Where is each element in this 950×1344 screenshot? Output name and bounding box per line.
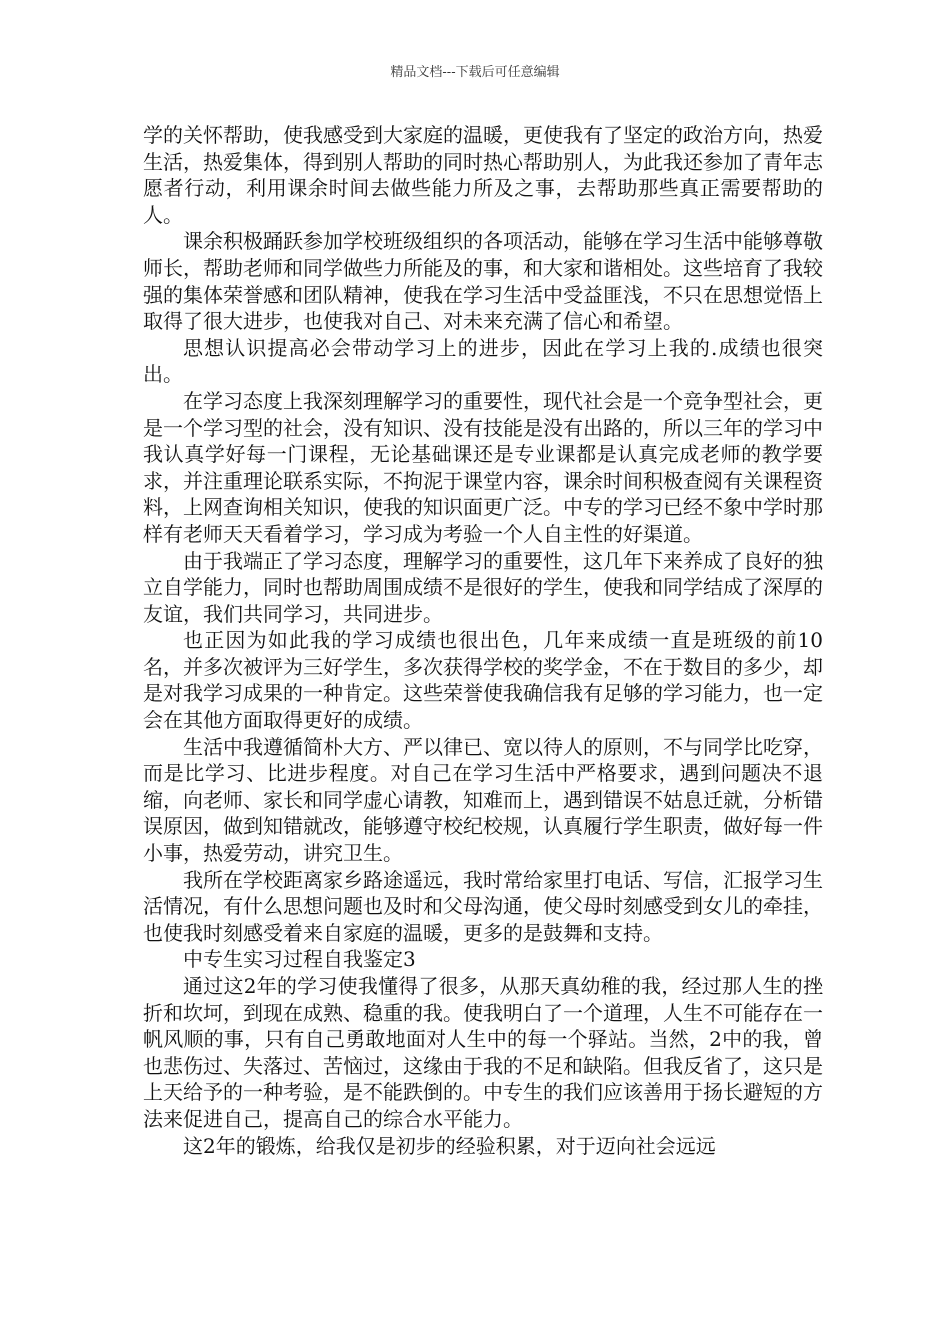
document-body bbox=[143, 122, 823, 1159]
paragraph: 思想认识提高必会带动学习上的进步，因此在学习上我的.成绩也很突出。 bbox=[143, 335, 823, 387]
paragraph: 在学习态度上我深刻理解学习的重要性，现代社会是一个竞争型社会，更是一个学习型的社会，没有知识、没有技能是没有出路的，所以三年的学习中我认真学好每一门课程，无论基础课还是专业课都是认真完成老师的教学要求，并注重理论联系实际，不拘泥于课堂内容，课余时间积极查阅有关课程资料，上网查询相关知识，使我的知识面更广泛。中专的学习已经不象中学时那样有老师天天看着学习，学习成为考验一个人自主性的好渠道。 bbox=[143, 388, 823, 546]
section-heading: 中专生实习过程自我鉴定3 bbox=[183, 947, 416, 972]
paragraph: 生活中我遵循简朴大方、严以律已、宽以待人的原则，不与同学比吃穿，而是比学习、比进步程度。对自己在学习生活中严格要求，遇到问题决不退缩，向老师、家长和同学虚心请教，知难而上，遇到错误不姑息迁就，分析错误原因，做到知错就改，能够遵守校纪校规，认真履行学生职责，做好每一件小事，热爱劳动，讲究卫生。 bbox=[143, 734, 823, 866]
paragraph: 这2年的锻炼，给我仅是初步的经验积累，对于迈向社会远远 bbox=[183, 1133, 716, 1158]
paragraph: 学的关怀帮助，使我感受到大家庭的温暖，更使我有了坚定的政治方向，热爱生活，热爱集体，得到别人帮助的同时热心帮助别人，为此我还参加了青年志愿者行动，利用课余时间去做些能力所及之事，去帮助那些真正需要帮助的人。 bbox=[143, 123, 823, 227]
paragraph: 我所在学校距离家乡路途遥远，我时常给家里打电话、写信，汇报学习生活情况，有什么思想问题也及时和父母沟通，使父母时刻感受到女儿的牵挂，也使我时刻感受着来自家庭的温暖，更多的是鼓舞和支持。 bbox=[143, 867, 823, 945]
paragraph: 课余积极踊跃参加学校班级组织的各项活动，能够在学习生活中能够尊敬师长，帮助老师和同学做些力所能及的事，和大家和谐相处。这些培育了我较强的集体荣誉感和团队精神，使我在学习生活中受益匪浅，不只在思想觉悟上取得了很大进步，也使我对自己、对未来充满了信心和希望。 bbox=[143, 229, 823, 334]
paragraph: 由于我端正了学习态度，理解学习的重要性，这几年下来养成了良好的独立自学能力，同时也帮助周围成绩不是很好的学生，使我和同学结成了深厚的友谊，我们共同学习，共同进步。 bbox=[143, 548, 823, 626]
paragraph: 通过这2年的学习使我懂得了很多，从那天真幼稚的我，经过那人生的挫折和坎坷，到现在成熟、稳重的我。使我明白了一个道理，人生不可能存在一帆风顺的事，只有自己勇敢地面对人生中的每一个驿站。当然，2中的我，曾也悲伤过、失落过、苦恼过，这缘由于我的不足和缺陷。但我反省了，这只是上天给予的一种考验，是不能跌倒的。中专生的我们应该善用于扬长避短的方法来促进自己，提高自己的综合水平能力。 bbox=[143, 974, 823, 1131]
paragraph: 也正因为如此我的学习成绩也很出色，几年来成绩一直是班级的前10名，并多次被评为三好学生，多次获得学校的奖学金，不在于数目的多少，却是对我学习成果的一种肯定。这些荣誉使我确信我有足够的学习能力，也一定会在其他方面取得更好的成绩。 bbox=[143, 628, 823, 733]
page-header: 精品文档---下载后可任意编辑 bbox=[390, 65, 560, 80]
